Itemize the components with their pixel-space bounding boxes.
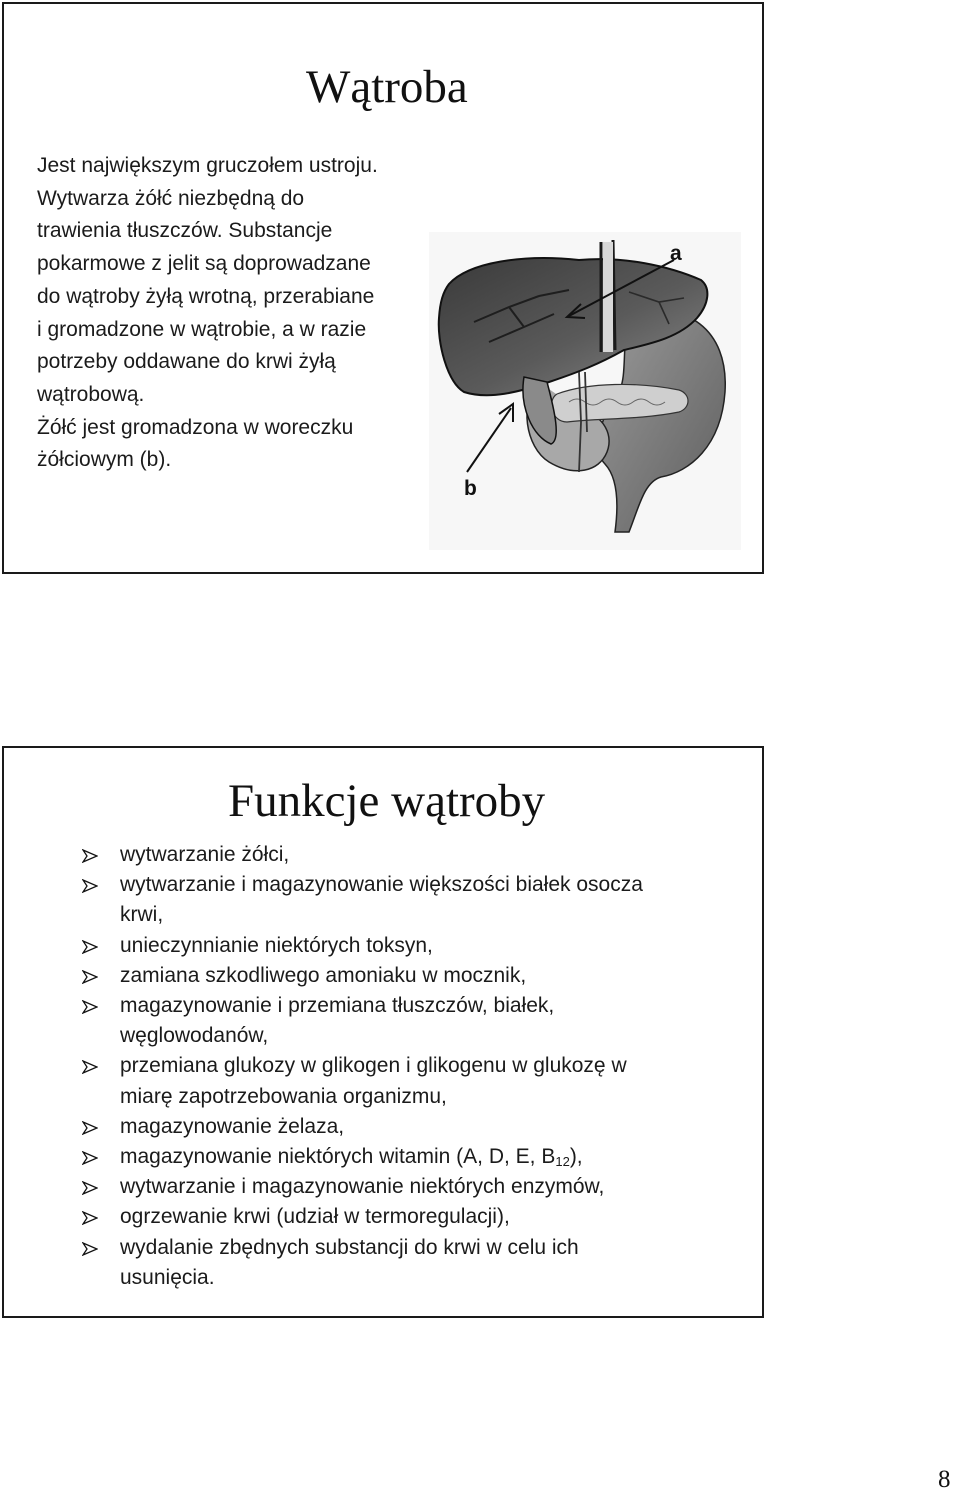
list-item [82, 961, 742, 991]
list-item [82, 1233, 742, 1293]
vitamin-text-prefix: magazynowanie niektórych witamin (A, D, E, B [120, 1145, 556, 1169]
slide-liver [2, 2, 764, 574]
arrowhead-bullet-icon [82, 849, 98, 863]
liver-anatomy-drawing [429, 232, 741, 550]
intro-line: wątrobową. [37, 382, 145, 406]
list-item [82, 870, 742, 930]
list-item [82, 991, 742, 1051]
intro-line: pokarmowe z jelit są doprowadzane [37, 252, 371, 276]
list-item-text: unieczynnianie niektórych toksyn, [120, 933, 433, 957]
intro-line: do wątroby żyłą wrotną, przerabiane [37, 284, 375, 308]
intro-line: trawienia tłuszczów. Substancje [37, 219, 333, 243]
intro-text [37, 150, 437, 477]
slide-title: Wątroba [306, 61, 468, 113]
list-item-text: magazynowanie i przemiana tłuszczów, białek, [120, 994, 555, 1018]
page-number: 8 [938, 1466, 951, 1493]
list-item-text: wydalanie zbędnych substancji do krwi w celu ich [120, 1235, 579, 1259]
liver-illustration [429, 232, 741, 550]
intro-line: Wytwarza żółć niezbędną do [37, 186, 305, 210]
arrowhead-bullet-icon [82, 1181, 98, 1195]
list-item-text: usunięcia. [120, 1265, 215, 1289]
arrowhead-bullet-icon [82, 879, 98, 893]
list-item-text: magazynowanie żelaza, [120, 1114, 345, 1138]
list-item [82, 1112, 742, 1142]
list-item-text: miarę zapotrzebowania organizmu, [120, 1084, 447, 1108]
list-item-text: wytwarzanie i magazynowanie niektórych enzymów, [120, 1175, 605, 1199]
arrowhead-bullet-icon [82, 1000, 98, 1014]
list-item-text: zamiana szkodliwego amoniaku w mocznik, [120, 963, 527, 987]
list-item [82, 840, 742, 870]
vitamin-subscript: 12 [555, 1154, 570, 1170]
list-item-text: wytwarzanie i magazynowanie większości białek osocza [120, 873, 643, 897]
figure-label-a: a [670, 242, 682, 265]
arrowhead-bullet-icon [82, 1121, 98, 1135]
list-item [82, 1202, 742, 1232]
arrowhead-bullet-icon [82, 940, 98, 954]
list-item [82, 1051, 742, 1111]
intro-line: potrzeby oddawane do krwi żyłą [37, 350, 336, 374]
list-item-text [120, 1142, 742, 1172]
intro-line: i gromadzone w wątrobie, a w razie [37, 317, 367, 341]
list-item-text: węglowodanów, [120, 1024, 269, 1048]
list-item-text: wytwarzanie żółci, [120, 843, 290, 866]
functions-list [82, 840, 742, 1293]
arrowhead-bullet-icon [82, 1151, 98, 1165]
intro-line: Żółć jest gromadzona w woreczku [37, 415, 354, 439]
intro-line: żółciowym (b). [37, 448, 172, 472]
list-item [82, 931, 742, 961]
intro-line: Jest największym gruczołem ustroju. [37, 154, 378, 177]
figure-label-b: b [464, 477, 477, 500]
list-item-text: krwi, [120, 903, 164, 927]
arrowhead-bullet-icon [82, 970, 98, 984]
vitamin-text-suffix: ), [569, 1145, 583, 1169]
arrowhead-bullet-icon [82, 1060, 98, 1074]
list-item [82, 1142, 742, 1172]
slide-title: Funkcje wątroby [228, 775, 546, 827]
list-item [82, 1172, 742, 1202]
arrowhead-bullet-icon [82, 1211, 98, 1225]
list-item-text: przemiana glukozy w glikogen i glikogenu w glukozę w [120, 1054, 627, 1078]
slide-liver-functions [2, 746, 764, 1318]
arrowhead-bullet-icon [82, 1242, 98, 1256]
list-item-text: ogrzewanie krwi (udział w termoregulacji), [120, 1205, 510, 1229]
